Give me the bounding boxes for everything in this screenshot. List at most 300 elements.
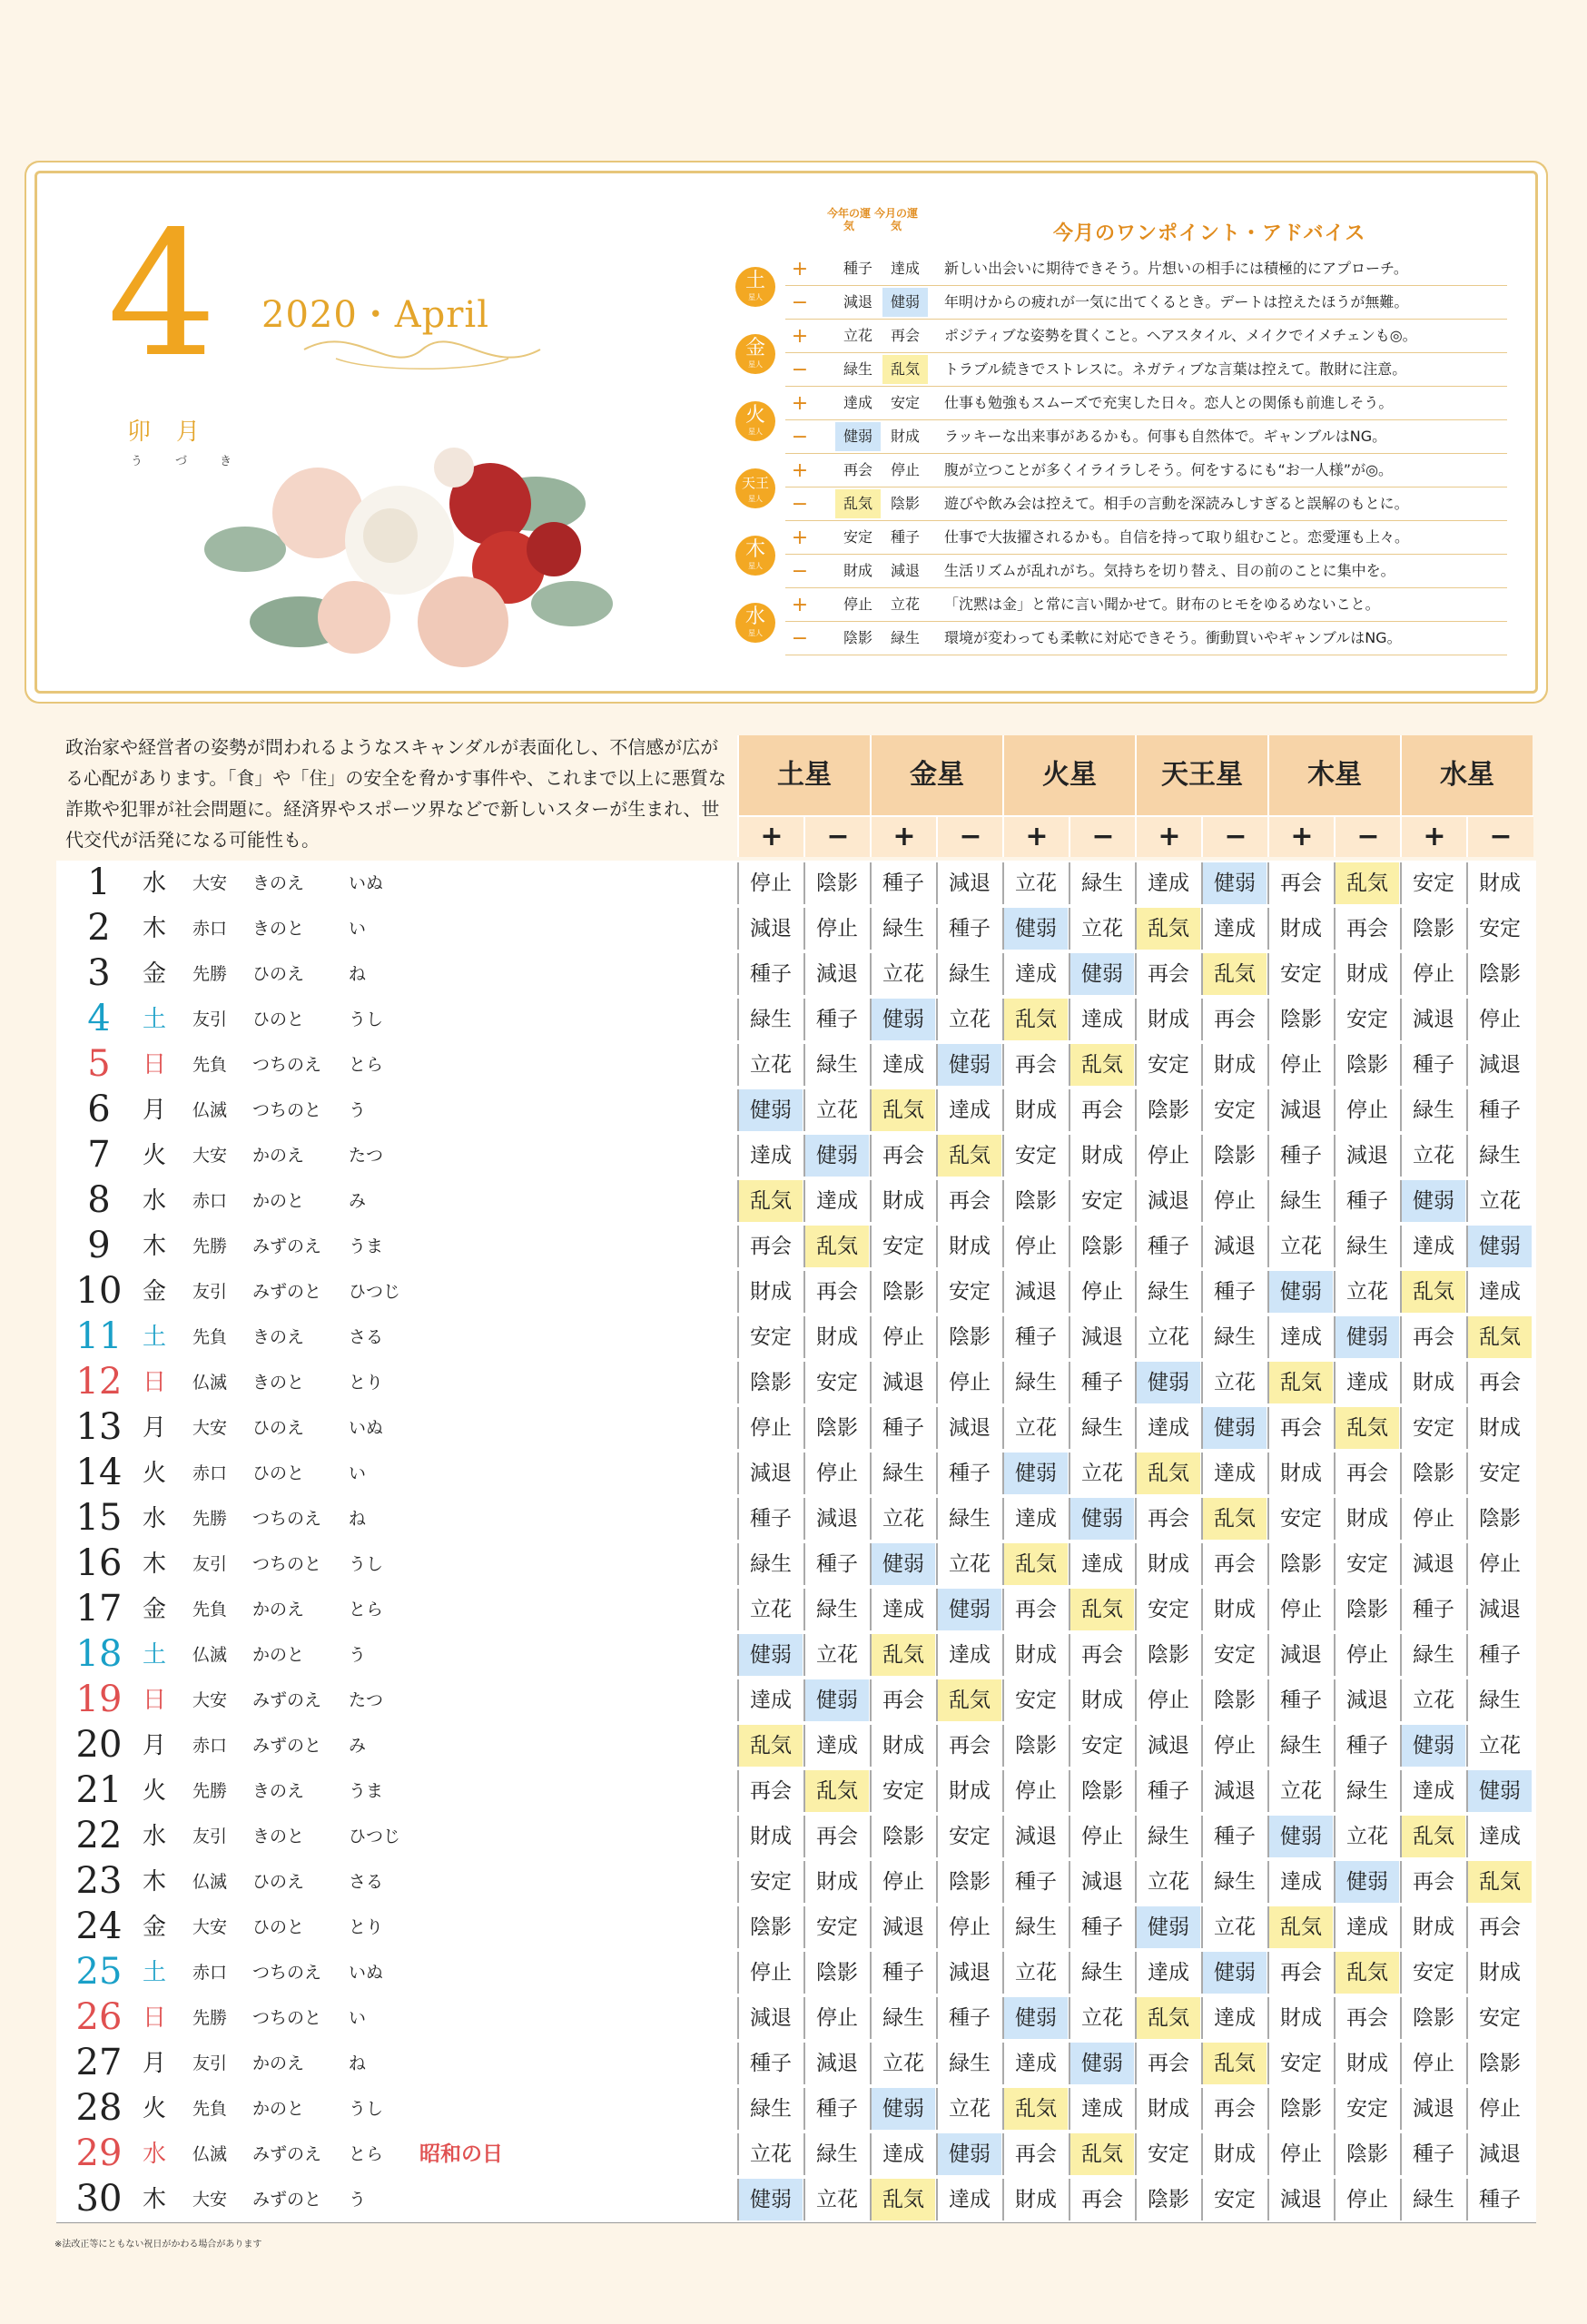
fortune-cell: 乱気 [1267, 1906, 1333, 1948]
fortune-cell: 乱気 [1334, 1407, 1399, 1449]
fortune-cell: 財成 [803, 1861, 869, 1903]
weekday: 水 [142, 2141, 166, 2168]
fortune-cell: 種子 [1267, 1679, 1333, 1721]
jikkan: つちのと [252, 1100, 322, 1120]
fortune-cell: 減退 [1466, 1044, 1532, 1086]
calendar-day-row [56, 1995, 1536, 2042]
advice-month-fortune: 立花 [890, 596, 920, 613]
fortune-cell: 種子 [870, 862, 935, 904]
fortune-cell: 再会 [936, 1180, 1001, 1222]
fortune-cell: 緑生 [870, 908, 935, 950]
advice-year-fortune: 緑生 [843, 360, 872, 378]
calendar-day-row [56, 1360, 1536, 1406]
fortune-cell: 緑生 [936, 953, 1001, 995]
fortune-cell: 停止 [1002, 1226, 1068, 1267]
jikkan: ひのと [252, 1009, 305, 1029]
fortune-cell: 減退 [1002, 1271, 1068, 1313]
junishi: さる [349, 1327, 384, 1347]
fortune-cell: 安定 [1201, 1089, 1267, 1131]
junishi: うし [349, 2099, 384, 2119]
fortune-cell: 減退 [1267, 2179, 1333, 2221]
fortune-cell: 陰影 [803, 1952, 869, 1994]
rokuyo: 仏滅 [192, 2144, 228, 2164]
fortune-cell: 減退 [1334, 1679, 1399, 1721]
fortune-cell: 達成 [1135, 1407, 1200, 1449]
advice-sign: − [791, 560, 809, 583]
fortune-cell: 立花 [1135, 1316, 1200, 1358]
day-number: 6 [87, 1088, 111, 1130]
fortune-cell: 停止 [1334, 2179, 1399, 2221]
fortune-cell: 健弱 [737, 2179, 803, 2221]
calendar-day-row [56, 1224, 1536, 1270]
fortune-cell: 緑生 [1400, 2179, 1465, 2221]
fortune-cell: 陰影 [870, 1816, 935, 1857]
rokuyo: 赤口 [192, 1736, 228, 1756]
fortune-cell: 安定 [1400, 1407, 1465, 1449]
fortune-cell: 健弱 [1400, 1725, 1465, 1767]
fortune-cell: 陰影 [1334, 1044, 1399, 1086]
rokuyo: 先勝 [192, 1781, 228, 1801]
fortune-cell: 減退 [737, 908, 803, 950]
fortune-cell: 停止 [1267, 2133, 1333, 2175]
jikkan: きのと [252, 919, 305, 939]
advice-title: 今月のワンポイント・アドバイス [1053, 222, 1366, 245]
fortune-cell: 乱気 [1135, 1997, 1200, 2039]
fortune-cell: 健弱 [1334, 1861, 1399, 1903]
advice-row [785, 487, 1507, 521]
fortune-cell: 財成 [1002, 1089, 1068, 1131]
jikkan: かのと [252, 2099, 305, 2119]
holiday-label: 昭和の日 [419, 2142, 503, 2166]
fortune-cell: 緑生 [1466, 1135, 1532, 1177]
rokuyo: 先勝 [192, 1236, 228, 1256]
junishi: いぬ [349, 1418, 384, 1438]
junishi: ひつじ [349, 1282, 401, 1302]
fortune-cell: 立花 [1002, 1407, 1068, 1449]
fortune-cell: 再会 [1201, 1543, 1267, 1585]
fortune-cell: 健弱 [1201, 862, 1267, 904]
weekday: 日 [142, 1687, 166, 1714]
planet-badge [735, 334, 775, 374]
rokuyo: 大安 [192, 1917, 228, 1937]
rokuyo: 先負 [192, 1600, 228, 1620]
fortune-cell: 達成 [1135, 862, 1200, 904]
fortune-cell: 財成 [1466, 862, 1532, 904]
fortune-cell: 停止 [803, 1997, 869, 2039]
fortune-cell: 安定 [1201, 1634, 1267, 1676]
advice-text: 仕事も勉強もスムーズで充実した日々。恋人との関係も前進しそう。 [944, 394, 1394, 411]
fortune-cell: 立花 [936, 1543, 1001, 1585]
day-number: 8 [87, 1179, 111, 1221]
junishi: うま [349, 1781, 384, 1801]
fortune-cell: 達成 [1002, 2043, 1068, 2084]
advice-year-fortune: 財成 [843, 562, 872, 579]
fortune-cell: 減退 [1334, 1135, 1399, 1177]
advice-year-fortune: 達成 [843, 394, 872, 411]
fortune-cell: 再会 [1002, 1044, 1068, 1086]
fortune-cell: 再会 [1400, 1861, 1465, 1903]
fortune-cell: 達成 [1201, 908, 1267, 950]
fortune-cell: 安定 [1334, 2088, 1399, 2130]
planet-badge-suffix: 星人 [748, 293, 763, 301]
weekday: 日 [142, 2004, 166, 2032]
jikkan: みずのえ [252, 2144, 322, 2164]
fortune-cell: 立花 [1466, 1180, 1532, 1222]
junishi: うま [349, 1236, 384, 1256]
fortune-cell: 安定 [1400, 1952, 1465, 1994]
fortune-cell: 乱気 [1002, 2088, 1068, 2130]
calendar-day-row [56, 1859, 1536, 1905]
fortune-cell: 再会 [870, 1135, 935, 1177]
fortune-cell: 健弱 [1135, 1362, 1200, 1403]
fortune-cell: 種子 [1334, 1180, 1399, 1222]
fortune-cell: 再会 [1069, 2179, 1134, 2221]
fortune-cell: 減退 [870, 1906, 935, 1948]
planet-column-header: 天王星 [1135, 735, 1267, 815]
month-old-kana: うづき [131, 455, 265, 468]
fortune-cell: 減退 [1466, 1589, 1532, 1630]
jikkan: かのと [252, 1191, 305, 1211]
calendar-day-row [56, 906, 1536, 952]
fortune-cell: 立花 [1002, 862, 1068, 904]
fortune-cell: 種子 [803, 999, 869, 1040]
sign-column-header: + [1002, 815, 1070, 857]
weekday: 日 [142, 1369, 166, 1396]
fortune-cell: 陰影 [1201, 1135, 1267, 1177]
weekday: 木 [142, 1868, 166, 1896]
fortune-cell: 緑生 [1267, 1725, 1333, 1767]
day-number: 16 [75, 1542, 123, 1584]
day-number: 1 [87, 862, 111, 903]
fortune-cell: 達成 [737, 1679, 803, 1721]
weekday: 水 [142, 1823, 166, 1850]
day-number: 26 [75, 1996, 123, 2038]
fortune-cell: 再会 [803, 1816, 869, 1857]
advice-year-fortune: 立花 [843, 327, 872, 344]
planet-column-header: 水星 [1400, 735, 1533, 815]
fortune-cell: 緑生 [1069, 1407, 1134, 1449]
advice-text: ラッキーな出来事があるかも。何事も自然体で。ギャンブルはNG。 [944, 428, 1387, 445]
fortune-cell: 財成 [1334, 1498, 1399, 1540]
calendar-day-row [56, 1723, 1536, 1769]
day-number: 30 [75, 2178, 123, 2220]
fortune-cell: 種子 [1466, 2179, 1532, 2221]
fortune-cell: 達成 [1267, 1316, 1333, 1358]
planet-column-header: 金星 [870, 735, 1002, 815]
sign-column-header: − [1334, 815, 1401, 857]
fortune-cell: 種子 [1069, 1362, 1134, 1403]
planet-badge [735, 603, 775, 643]
sign-column-header: + [1267, 815, 1335, 857]
fortune-cell: 停止 [1002, 1770, 1068, 1812]
weekday: 土 [142, 1959, 166, 1986]
weekday: 土 [142, 1324, 166, 1351]
calendar-day-row [56, 1315, 1536, 1361]
junishi: とり [349, 1373, 384, 1393]
fortune-cell: 財成 [1201, 1044, 1267, 1086]
weekday: 土 [142, 1006, 166, 1033]
fortune-cell: 陰影 [870, 1271, 935, 1313]
fortune-cell: 減退 [803, 1498, 869, 1540]
junishi: い [349, 1463, 367, 1483]
fortune-cell: 安定 [803, 1362, 869, 1403]
calendar-day-row [56, 1541, 1536, 1588]
fortune-cell: 停止 [1334, 1634, 1399, 1676]
rokuyo: 大安 [192, 1146, 228, 1166]
day-number: 25 [75, 1951, 123, 1993]
planet-header [737, 735, 1534, 855]
fortune-cell: 緑生 [1201, 1861, 1267, 1903]
fortune-cell: 立花 [870, 1498, 935, 1540]
sign-column-header: + [1135, 815, 1202, 857]
fortune-cell: 財成 [737, 1271, 803, 1313]
fortune-cell: 停止 [737, 862, 803, 904]
junishi: いぬ [349, 873, 384, 893]
fortune-cell: 停止 [1466, 2088, 1532, 2130]
fortune-cell: 達成 [870, 1044, 935, 1086]
fortune-cell: 再会 [1466, 1362, 1532, 1403]
fortune-cell: 停止 [1201, 1180, 1267, 1222]
fortune-cell: 安定 [1334, 1543, 1399, 1585]
fortune-cell: 減退 [1267, 1089, 1333, 1131]
fortune-cell: 達成 [1069, 2088, 1134, 2130]
day-number: 20 [75, 1724, 123, 1766]
fortune-cell: 財成 [870, 1725, 935, 1767]
advice-row [785, 622, 1507, 655]
fortune-cell: 再会 [1334, 1997, 1399, 2039]
fortune-cell: 停止 [737, 1407, 803, 1449]
fortune-cell: 再会 [1201, 2088, 1267, 2130]
advice-text: 環境が変わっても柔軟に対応できそう。衝動買いやギャンブルはNG。 [944, 629, 1402, 646]
planet-badge-kanji: 天王 [741, 475, 769, 491]
advice-row [785, 521, 1507, 555]
fortune-cell: 緑生 [803, 1589, 869, 1630]
fortune-cell: 立花 [737, 1589, 803, 1630]
weekday: 水 [142, 1187, 166, 1215]
fortune-cell: 健弱 [1069, 1498, 1134, 1540]
fortune-cell: 緑生 [737, 1543, 803, 1585]
fortune-cell: 乱気 [870, 1089, 935, 1131]
rokuyo: 友引 [192, 1554, 228, 1574]
fortune-cell: 種子 [1334, 1725, 1399, 1767]
day-number: 3 [87, 952, 111, 994]
fortune-cell: 達成 [870, 1589, 935, 1630]
fortune-cell: 陰影 [803, 1407, 869, 1449]
fortune-cell: 乱気 [1002, 999, 1068, 1040]
fortune-cell: 達成 [1400, 1770, 1465, 1812]
advice-sign: − [791, 291, 809, 314]
fortune-cell: 種子 [936, 1997, 1001, 2039]
day-number: 15 [75, 1497, 123, 1539]
day-number: 10 [75, 1270, 123, 1312]
junishi: み [349, 1191, 367, 1211]
fortune-cell: 種子 [1201, 1271, 1267, 1313]
junishi: ね [349, 964, 367, 984]
jikkan: かのえ [252, 1146, 305, 1166]
calendar-day-row [56, 2177, 1536, 2223]
fortune-cell: 緑生 [1400, 1089, 1465, 1131]
advice-row [785, 588, 1507, 622]
fortune-cell: 健弱 [936, 2133, 1001, 2175]
fortune-cell: 緑生 [936, 2043, 1001, 2084]
calendar-day-row [56, 2132, 1536, 2178]
fortune-cell: 立花 [870, 953, 935, 995]
jikkan: ひのと [252, 1917, 305, 1937]
fortune-cell: 陰影 [1201, 1679, 1267, 1721]
weekday: 金 [142, 1914, 166, 1941]
fortune-cell: 乱気 [870, 2179, 935, 2221]
fortune-cell: 健弱 [737, 1634, 803, 1676]
fortune-cell: 停止 [1201, 1725, 1267, 1767]
fortune-cell: 安定 [737, 1861, 803, 1903]
fortune-cell: 立花 [1267, 1770, 1333, 1812]
fortune-cell: 財成 [936, 1226, 1001, 1267]
fortune-cell: 達成 [870, 2133, 935, 2175]
day-number: 9 [87, 1225, 111, 1266]
calendar-day-row [56, 1405, 1536, 1452]
advice-row [785, 454, 1507, 487]
month-old-name: 卯月 [127, 419, 226, 446]
fortune-cell: 立花 [1002, 1952, 1068, 1994]
rokuyo: 仏滅 [192, 1645, 228, 1665]
monthly-intro: 政治家や経営者の姿勢が問われるようなスキャンダルが表面化し、不信感が広がる心配があります。「食」や「住」の安全を脅かす事件や、これまで以上に悪質な詐欺や犯罪が社会問題に。経済界やスポーツ界などで新しいスターが生まれ、世代交代が活発になる可能性も。 [65, 736, 726, 851]
advice-year-fortune: 健弱 [835, 422, 881, 451]
fortune-cell: 達成 [1002, 953, 1068, 995]
fortune-cell: 陰影 [1267, 1543, 1333, 1585]
fortune-cell: 減退 [1201, 1226, 1267, 1267]
planet-badge-kanji: 水 [744, 606, 765, 628]
weekday: 金 [142, 1278, 166, 1305]
weekday: 金 [142, 960, 166, 988]
jikkan: みずのえ [252, 1690, 322, 1710]
weekday: 木 [142, 1551, 166, 1578]
planet-badge-kanji: 土 [744, 270, 765, 292]
fortune-cell: 種子 [803, 2088, 869, 2130]
fortune-cell: 減退 [803, 2043, 869, 2084]
day-number: 7 [87, 1134, 111, 1176]
fortune-cell: 乱気 [803, 1226, 869, 1267]
fortune-cell: 陰影 [1135, 1634, 1200, 1676]
advice-text: 腹が立つことが多くイライラしそう。何をするにも“お一人様”が◎。 [944, 461, 1394, 478]
fortune-cell: 緑生 [1267, 1180, 1333, 1222]
advice-text: トラブル続きでストレスに。ネガティブな言葉は控えて。散財に注意。 [944, 360, 1407, 378]
fortune-cell: 乱気 [1400, 1816, 1465, 1857]
jikkan: ひのと [252, 1463, 305, 1483]
jikkan: みずのえ [252, 1236, 322, 1256]
fortune-cell: 停止 [936, 1362, 1001, 1403]
fortune-cell: 安定 [936, 1816, 1001, 1857]
jikkan: ひのえ [252, 1872, 305, 1892]
fortune-cell: 緑生 [1400, 1634, 1465, 1676]
rokuyo: 先勝 [192, 1509, 228, 1529]
sign-column-header: + [1400, 815, 1467, 857]
fortune-cell: 健弱 [1002, 908, 1068, 950]
advice-month-fortune: 再会 [890, 327, 920, 344]
fortune-cell: 種子 [1400, 1589, 1465, 1630]
fortune-cell: 減退 [936, 1407, 1001, 1449]
calendar-day-row [56, 1042, 1536, 1088]
fortune-cell: 健弱 [936, 1589, 1001, 1630]
fortune-cell: 乱気 [870, 1634, 935, 1676]
advice-row [785, 320, 1507, 353]
month-number: 4 [107, 194, 217, 395]
fortune-cell: 財成 [737, 1816, 803, 1857]
fortune-cell: 立花 [1334, 1271, 1399, 1313]
rokuyo: 赤口 [192, 1963, 228, 1983]
advice-year-fortune: 停止 [843, 596, 872, 613]
weekday: 火 [142, 1142, 166, 1169]
weekday: 土 [142, 1641, 166, 1669]
fortune-cell: 立花 [1201, 1906, 1267, 1948]
calendar-day-row [56, 2086, 1536, 2132]
fortune-cell: 乱気 [1267, 1362, 1333, 1403]
fortune-cell: 減退 [1466, 2133, 1532, 2175]
calendar-day-row [56, 1269, 1536, 1315]
weekday: 金 [142, 1596, 166, 1623]
advice-year-fortune: 再会 [843, 461, 872, 478]
fortune-cell: 立花 [803, 1089, 869, 1131]
advice-year-fortune: 種子 [843, 260, 872, 277]
planet-badge-suffix: 星人 [748, 428, 763, 436]
fortune-cell: 健弱 [1069, 2043, 1134, 2084]
fortune-cell: 財成 [1201, 2133, 1267, 2175]
planet-badge-suffix: 星人 [748, 360, 763, 369]
col-year-header: 今年の運気 [826, 207, 871, 232]
fortune-cell: 陰影 [1466, 2043, 1532, 2084]
fortune-cell: 乱気 [1002, 1543, 1068, 1585]
fortune-cell: 種子 [936, 908, 1001, 950]
fortune-cell: 陰影 [1069, 1770, 1134, 1812]
rokuyo: 友引 [192, 2053, 228, 2073]
fortune-cell: 乱気 [936, 1135, 1001, 1177]
day-number: 27 [75, 2042, 123, 2083]
fortune-cell: 財成 [1466, 1407, 1532, 1449]
fortune-cell: 立花 [737, 2133, 803, 2175]
fortune-cell: 種子 [1002, 1316, 1068, 1358]
fortune-cell: 安定 [1466, 1452, 1532, 1494]
advice-year-fortune: 乱気 [835, 489, 881, 518]
fortune-cell: 種子 [1135, 1226, 1200, 1267]
day-number: 24 [75, 1905, 123, 1947]
fortune-cell: 緑生 [936, 1498, 1001, 1540]
advice-text: 年明けからの疲れが一気に出てくるとき。デートは控えたほうが無難。 [944, 293, 1409, 310]
fortune-cell: 立花 [737, 1044, 803, 1086]
fortune-cell: 緑生 [1135, 1271, 1200, 1313]
fortune-cell: 減退 [936, 1952, 1001, 1994]
junishi: さる [349, 1872, 384, 1892]
fortune-cell: 停止 [1267, 1589, 1333, 1630]
fortune-cell: 立花 [1400, 1135, 1465, 1177]
fortune-cell: 再会 [1201, 999, 1267, 1040]
calendar-day-row [56, 997, 1536, 1043]
fortune-cell: 達成 [1201, 1452, 1267, 1494]
jikkan: きのと [252, 1827, 305, 1846]
weekday: 水 [142, 870, 166, 897]
rokuyo: 友引 [192, 1009, 228, 1029]
fortune-cell: 安定 [1466, 1997, 1532, 2039]
advice-month-fortune: 減退 [890, 562, 920, 579]
sign-column-header: + [737, 815, 804, 857]
weekday: 木 [142, 915, 166, 942]
fortune-cell: 立花 [1334, 1816, 1399, 1857]
jikkan: ひのえ [252, 964, 305, 984]
fortune-cell: 種子 [803, 1543, 869, 1585]
fortune-cell: 停止 [936, 1906, 1001, 1948]
junishi: たつ [349, 1690, 384, 1710]
fortune-cell: 停止 [1069, 1816, 1134, 1857]
rokuyo: 赤口 [192, 1463, 228, 1483]
fortune-cell: 陰影 [1400, 1997, 1465, 2039]
